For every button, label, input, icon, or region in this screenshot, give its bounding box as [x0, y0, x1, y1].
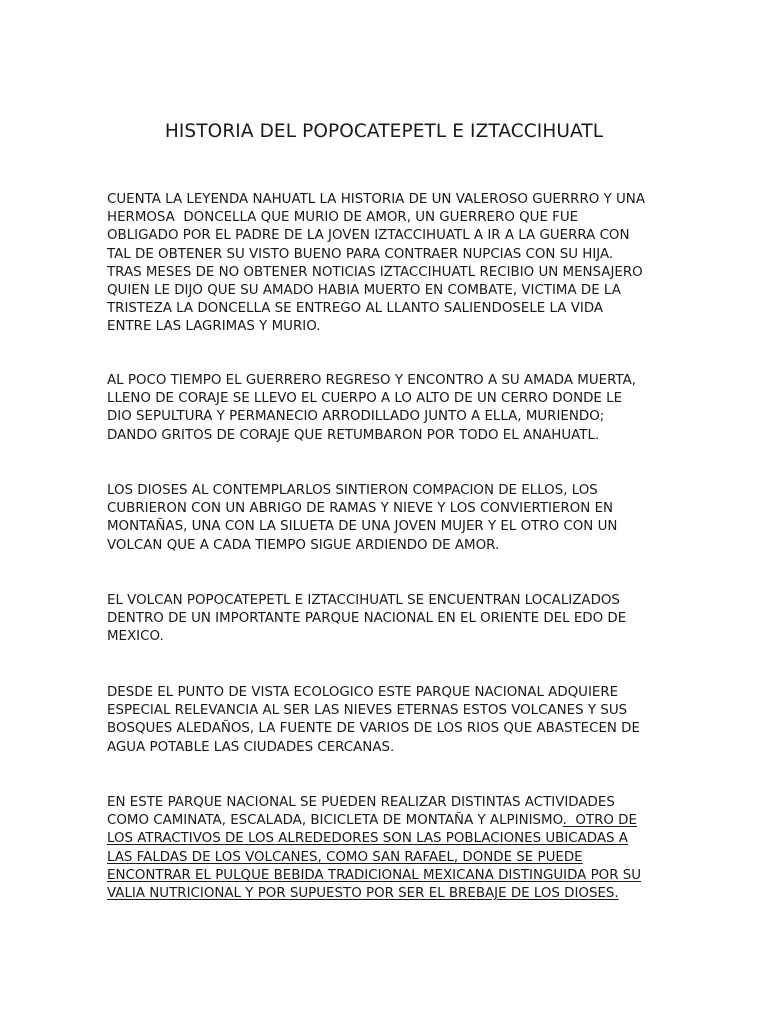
- underlined-text-line: LOS ATRACTIVOS DE LOS ALREDEDORES SON LAS POBLACIONES UBICADAS A: [107, 831, 628, 847]
- text-line: ESPECIAL RELEVANCIA AL SER LAS NIEVES ETERNAS ESTOS VOLCANES Y SUS: [107, 703, 628, 719]
- paragraph-ecologico: [107, 684, 667, 757]
- text-line: VOLCAN QUE A CADA TIEMPO SIGUE ARDIENDO DE AMOR.: [107, 537, 500, 553]
- text-line: DANDO GRITOS DE CORAJE QUE RETUMBARON POR TODO EL ANAHUATL.: [107, 427, 600, 443]
- text-line: DENTRO DE UN IMPORTANTE PARQUE NACIONAL EN EL ORIENTE DEL EDO DE: [107, 611, 627, 627]
- text-line: QUIEN LE DIJO QUE SU AMADO HABIA MUERTO EN COMBATE, VICTIMA DE LA: [107, 282, 621, 298]
- text-line: DESDE EL PUNTO DE VISTA ECOLOGICO ESTE PARQUE NACIONAL ADQUIERE: [107, 685, 619, 700]
- text-line: MONTAÑAS, UNA CON LA SILUETA DE UNA JOVEN MUJER Y EL OTRO CON UN: [107, 519, 618, 535]
- paragraph-volcan: [107, 592, 667, 647]
- text-line: EL VOLCAN POPOCATEPETL E IZTACCIHUATL SE ENCUENTRAN LOCALIZADOS: [107, 593, 620, 608]
- text-segment: COMO CAMINATA, ESCALADA, BICICLETA DE MONTAÑA Y ALPINISMO: [107, 813, 563, 829]
- text-line: AGUA POTABLE LAS CIUDADES CERCANAS.: [107, 739, 395, 755]
- text-line: DIO SEPULTURA Y PERMANECIO ARRODILLADO JUNTO A ELLA, MURIENDO;: [107, 409, 605, 425]
- underlined-text-line: VALIA NUTRICIONAL Y POR SUPUESTO POR SER EL BREBAJE DE LOS DIOSES.: [107, 885, 619, 901]
- text-line: LOS DIOSES AL CONTEMPLARLOS SINTIERON COMPACION DE ELLOS, LOS: [107, 483, 598, 498]
- text-line: OBLIGADO POR EL PADRE DE LA JOVEN IZTACCIHUATL A IR A LA GUERRA CON: [107, 228, 630, 244]
- underlined-text-line: LAS FALDAS DE LOS VOLCANES, COMO SAN RAFAEL, DONDE SE PUEDE: [107, 849, 583, 865]
- underlined-text-line: ENCONTRAR EL PULQUE BEBIDA TRADICIONAL MEXICANA DISTINGUIDA POR SU: [107, 867, 642, 883]
- text-line: CUBRIERON CON UN ABRIGO DE RAMAS Y NIEVE Y LOS CONVIERTIERON EN: [107, 501, 614, 517]
- text-line: BOSQUES ALEDAÑOS, LA FUENTE DE VARIOS DE LOS RIOS QUE ABASTECEN DE: [107, 721, 640, 737]
- text-line: CUENTA LA LEYENDA NAHUATL LA HISTORIA DE UN VALEROSO GUERRRO Y UNA: [107, 192, 645, 207]
- document-title: HISTORIA DEL POPOCATEPETL E IZTACCIHUATL: [164, 121, 604, 142]
- paragraph-dioses: [107, 482, 667, 555]
- text-line: TRISTEZA LA DONCELLA SE ENTREGO AL LLANTO SALIENDOSELE LA VIDA: [107, 301, 604, 317]
- paragraph-leyenda: [107, 191, 667, 337]
- text-line: HERMOSA DONCELLA QUE MURIO DE AMOR, UN GUERRERO QUE FUE: [107, 210, 579, 226]
- paragraph-regreso: [107, 372, 667, 445]
- text-line: MEXICO.: [107, 629, 164, 645]
- underlined-text-segment: . OTRO DE: [562, 813, 637, 829]
- text-line: LLENO DE CORAJE SE LLEVO EL CUERPO A LO ALTO DE UN CERRO DONDE LE: [107, 391, 623, 407]
- text-line: TAL DE OBTENER SU VISTO BUENO PARA CONTRAER NUPCIAS CON SU HIJA.: [107, 246, 614, 262]
- text-line: EN ESTE PARQUE NACIONAL SE PUEDEN REALIZAR DISTINTAS ACTIVIDADES: [107, 795, 615, 810]
- text-line: ENTRE LAS LAGRIMAS Y MURIO.: [107, 319, 321, 335]
- text-line: TRAS MESES DE NO OBTENER NOTICIAS IZTACCIHUATL RECIBIO UN MENSAJERO: [107, 264, 643, 280]
- text-line-mixed: [107, 812, 667, 830]
- paragraph-actividades: [107, 794, 667, 903]
- text-line: AL POCO TIEMPO EL GUERRERO REGRESO Y ENCONTRO A SU AMADA MUERTA,: [107, 373, 636, 388]
